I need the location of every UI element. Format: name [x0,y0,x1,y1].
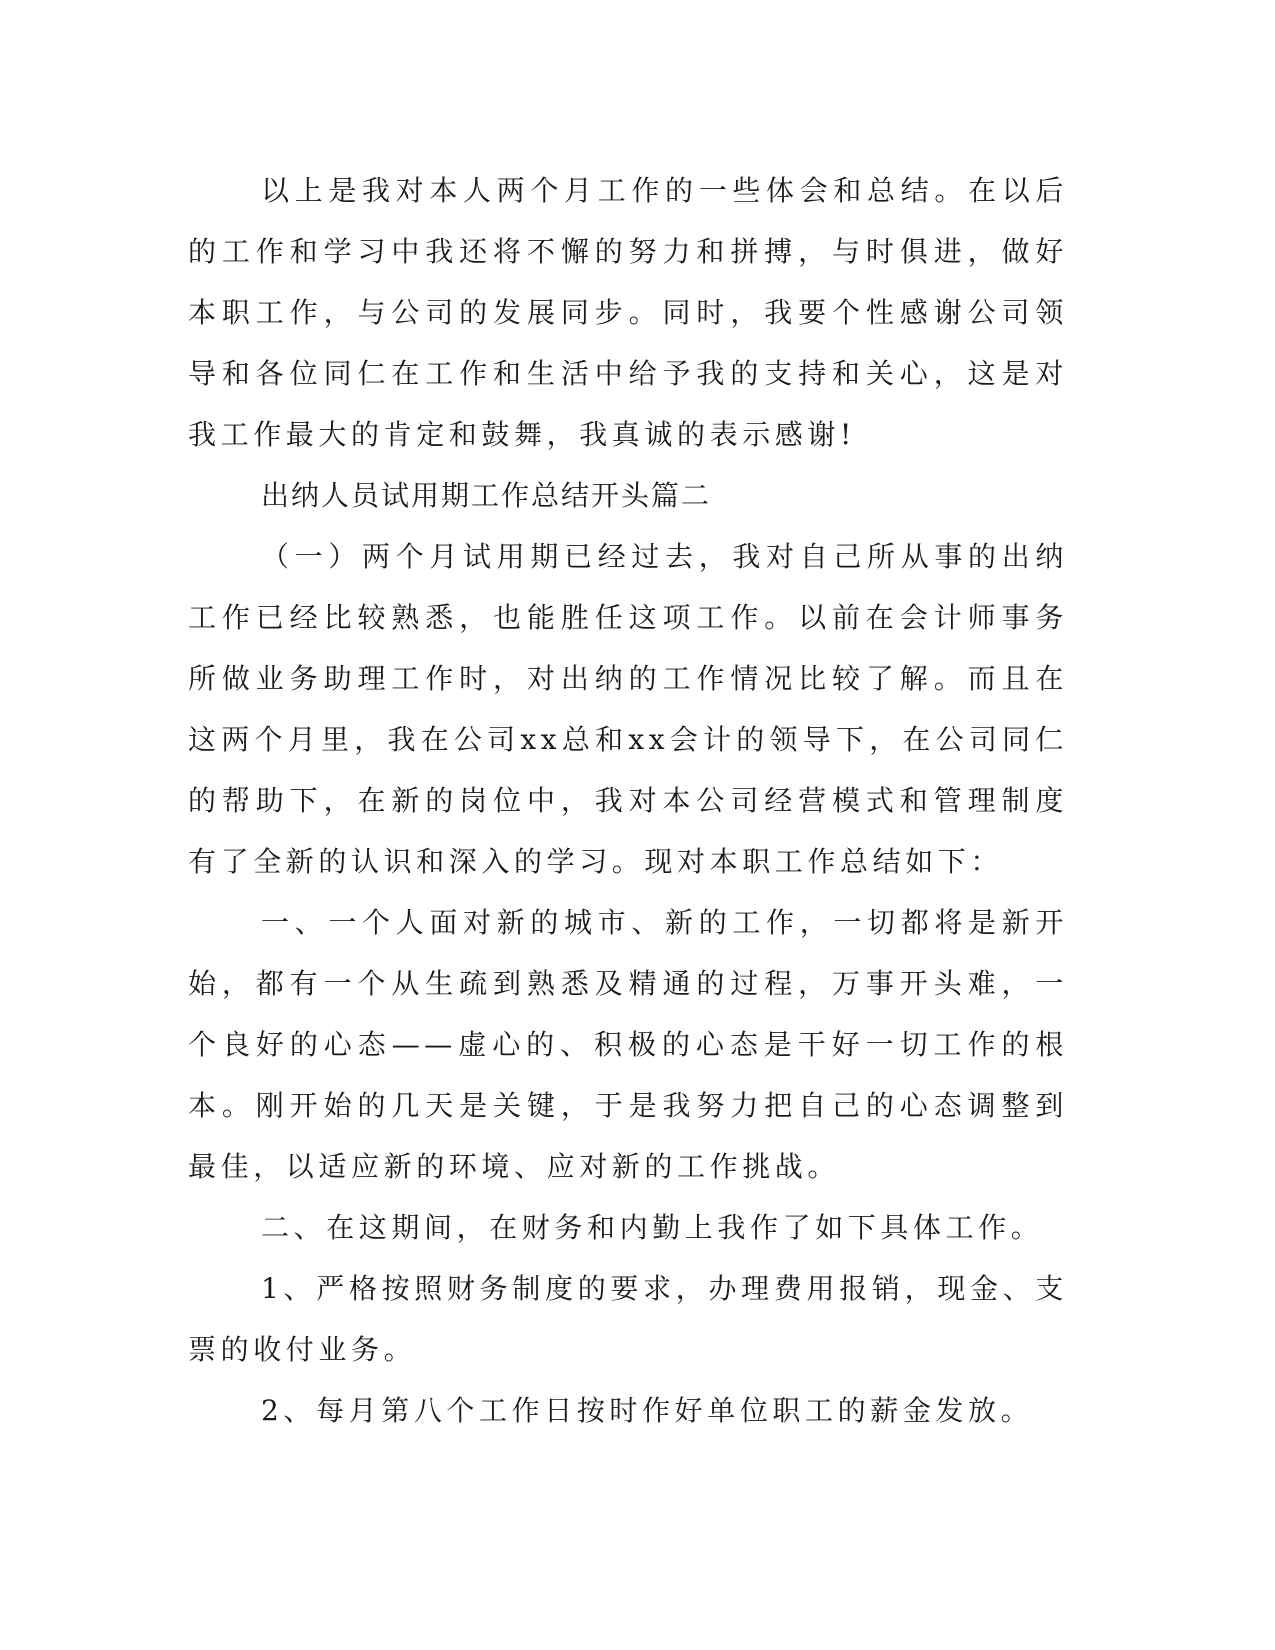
paragraph-summary-thanks: 以上是我对本人两个月工作的一些体会和总结。在以后的工作和学习中我还将不懈的努力和拼搏，与时俱进，做好本职工作，与公司的发展同步。同时，我要个性感谢公司领导和各位同仁在工作和生活中给予我的支持和关心，这是对我工作最大的肯定和鼓舞，我真诚的表示感谢! [188,174,1068,451]
paragraph-point-one: 一、一个人面对新的城市、新的工作，一切都将是新开始，都有一个从生疏到熟悉及精通的过程，万事开头难，一个良好的心态——虚心的、积极的心态是干好一切工作的根本。刚开始的几天是关键，于是我努力把自己的心态调整到最佳，以适应新的环境、应对新的工作挑战。 [188,906,1068,1183]
list-item-1: 1、严格按照财务制度的要求，办理费用报销，现金、支票的收付业务。 [188,1272,1068,1366]
paragraph-point-two: 二、在这期间，在财务和内勤上我作了如下具体工作。 [261,1211,1044,1244]
list-item-2: 2、每月第八个工作日按时作好单位职工的薪金发放。 [261,1394,1034,1427]
section-heading: 出纳人员试用期工作总结开头篇二 [261,479,712,512]
paragraph-intro: （一）两个月试用期已经过去，我对自己所从事的出纳工作已经比较熟悉，也能胜任这项工作。以前在会计师事务所做业务助理工作时，对出纳的工作情况比较了解。而且在这两个月里，我在公司xx总和xx会计的领导下，在公司同仁的帮助下，在新的岗位中，我对本公司经营模式和管理制度有了全新的认识和深入的学习。现对本职工作总结如下： [188,540,1068,878]
document-body [188,160,1068,1441]
